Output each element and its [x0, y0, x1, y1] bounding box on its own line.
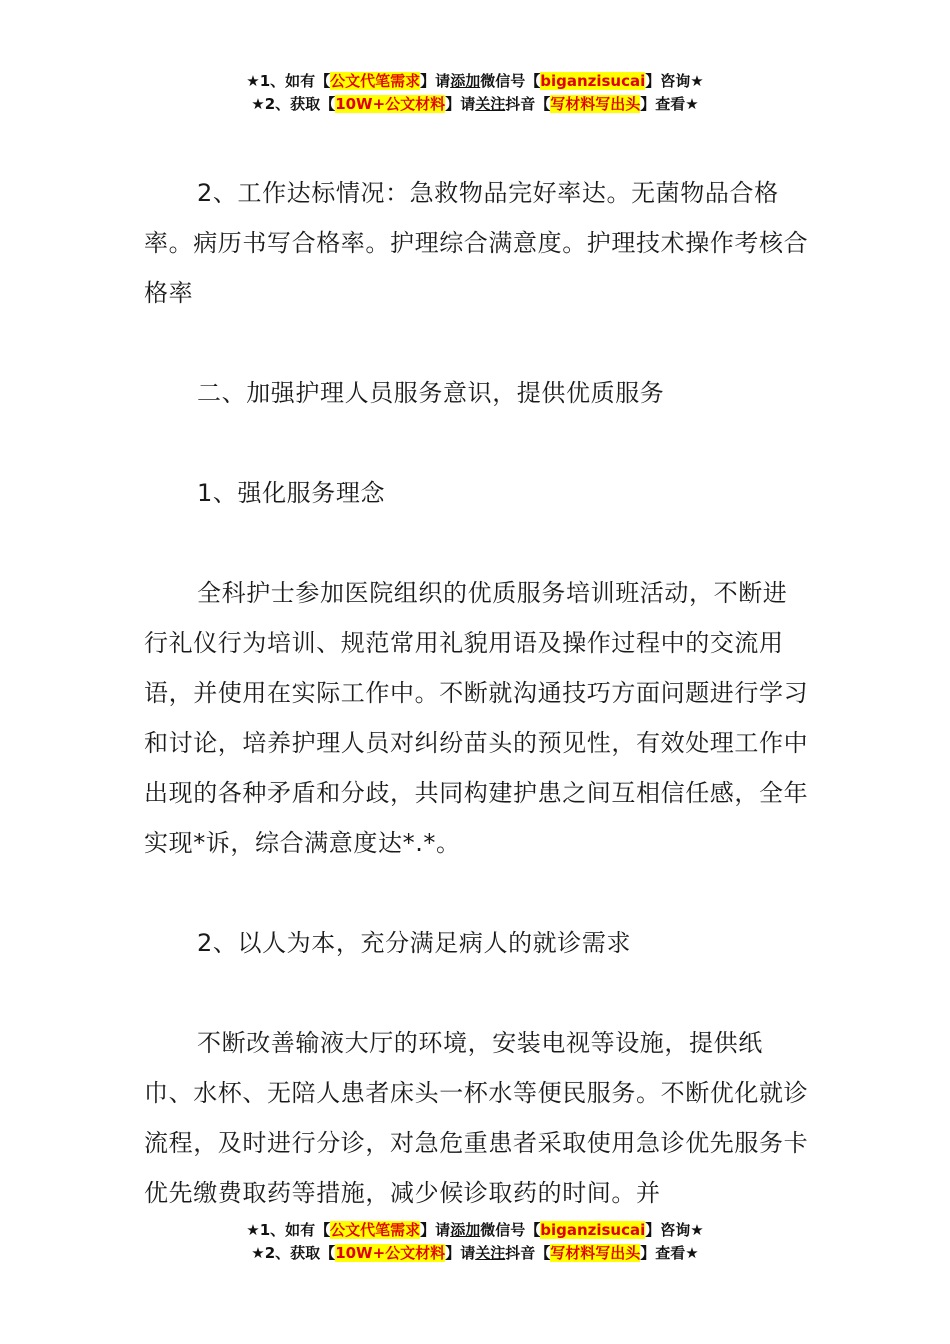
banner-wechat-id: biganzisucai: [540, 1221, 646, 1239]
banner-text: ★1、如有【: [246, 72, 331, 90]
banner-text: 】查看★: [640, 95, 699, 113]
subsection-heading: 1、强化服务理念: [197, 479, 386, 507]
banner-highlight: 公文代笔需求: [330, 72, 421, 90]
banner-text: 微信号【: [480, 72, 541, 90]
banner-text: 】请: [445, 1244, 476, 1262]
banner-text: 抖音【: [505, 1244, 551, 1262]
banner-line-1: [0, 70, 950, 93]
banner-douyin-id: 写材料写出头: [550, 95, 641, 113]
banner-highlight: 10W+公文材料: [335, 1244, 446, 1262]
section-heading: 二、加强护理人员服务意识，提供优质服务: [197, 379, 665, 407]
banner-text: 抖音【: [505, 95, 551, 113]
banner-underline: 添加: [450, 72, 481, 90]
banner-text: ★2、获取【: [251, 95, 336, 113]
banner-text: 】咨询★: [645, 1221, 704, 1239]
banner-text: ★1、如有【: [246, 1221, 331, 1239]
banner-text: 】请: [420, 72, 451, 90]
banner-text: 】请: [420, 1221, 451, 1239]
banner-highlight: 公文代笔需求: [330, 1221, 421, 1239]
paragraph-patient-needs: 不断改善输液大厅的环境，安装电视等设施，提供纸巾、水杯、无陪人患者床头一杯水等便民服务。不断优化就诊流程，及时进行分诊，对急危重患者采取使用急诊优先服务卡优先缴费取药等措施，减少候诊取药的时间。并: [144, 1029, 809, 1207]
banner-line-2: [0, 93, 950, 116]
banner-wechat-id: biganzisucai: [540, 72, 646, 90]
banner-line-1: [0, 1219, 950, 1242]
banner-text: 】请: [445, 95, 476, 113]
paragraph-work-standards: 2、工作达标情况：急救物品完好率达。无菌物品合格率。病历书写合格率。护理综合满意度。护理技术操作考核合格率: [144, 179, 809, 307]
banner-text: ★2、获取【: [251, 1244, 336, 1262]
banner-douyin-id: 写材料写出头: [550, 1244, 641, 1262]
header-banner: [0, 70, 950, 116]
banner-highlight: 10W+公文材料: [335, 95, 446, 113]
paragraph-service-concept: 全科护士参加医院组织的优质服务培训班活动，不断进行礼仪行为培训、规范常用礼貌用语及操作过程中的交流用语，并使用在实际工作中。不断就沟通技巧方面问题进行学习和讨论，培养护理人员对纠纷苗头的预见性，有效处理工作中出现的各种矛盾和分歧，共同构建护患之间互相信任感，全年实现*诉，综合满意度达*.*。: [144, 579, 809, 857]
banner-text: 微信号【: [480, 1221, 541, 1239]
document-body: [144, 168, 810, 1218]
banner-text: 】查看★: [640, 1244, 699, 1262]
subsection-heading: 2、以人为本，充分满足病人的就诊需求: [197, 929, 632, 957]
banner-line-2: [0, 1242, 950, 1265]
footer-banner: [0, 1219, 950, 1265]
banner-underline: 关注: [475, 95, 506, 113]
banner-underline: 添加: [450, 1221, 481, 1239]
banner-text: 】咨询★: [645, 72, 704, 90]
banner-underline: 关注: [475, 1244, 506, 1262]
